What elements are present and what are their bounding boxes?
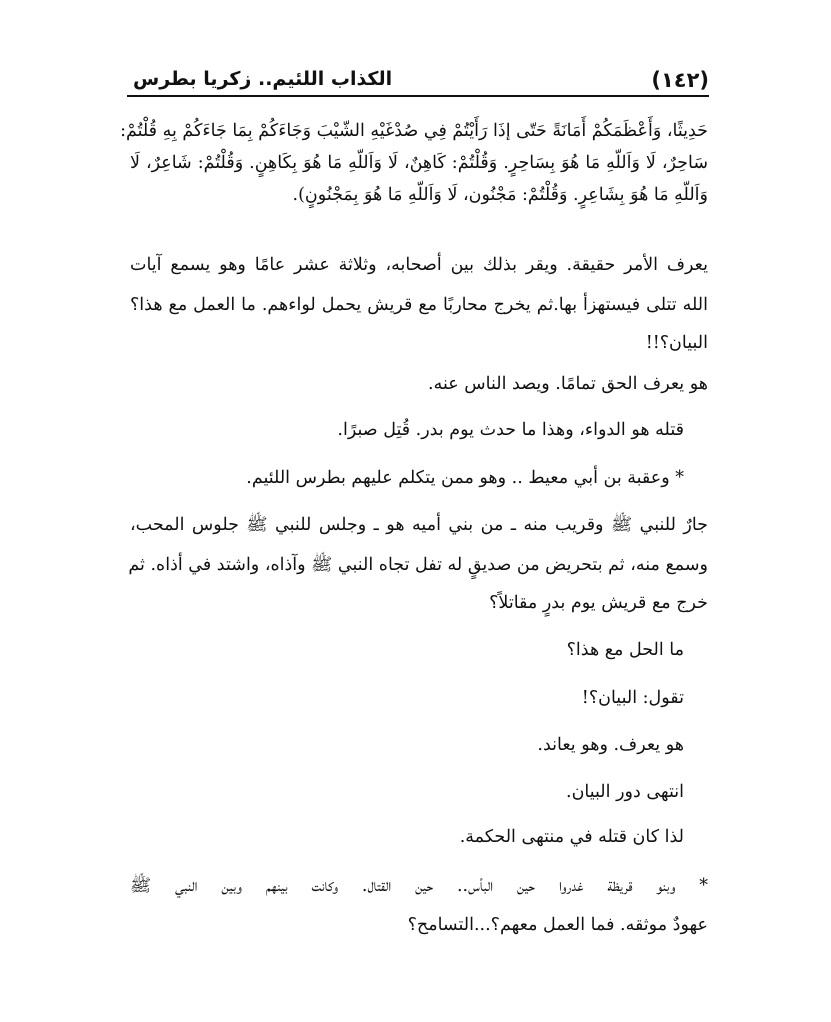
text-line: تقول: البيان؟! [581,688,684,708]
text-line: هو يعرف الحق تمامًا. ويصد الناس عنه. [428,374,708,394]
text-line: حَدِيثًا، وَأَعْظَمَكُمْ أَمَانَةً حَتّى إذَا رَأَيْتُمْ فِي صُدْغَيْهِ الشّيْبَ وَجَاءَكُمْ بِمَا جَاءَكُمْ بِهِ قُلْتُمْ: [120,121,708,141]
text-line: وَاَللّهِ مَا هُوَ بِشَاعِرٍ. وَقُلْتُمْ: مَجْنُون، لَا وَاَللّهِ مَا هُوَ بِمَجْنُونٍ). [292,185,708,205]
text-line: يعرف الأمر حقيقة. ويقر بذلك بين أصحابه، وثلاثة عشر عامًا وهو يسمع آيات [130,255,708,275]
text-line: * وعقبة بن أبي معيط .. وهو ممن يتكلم عليهم بطرس اللئيم. [246,468,684,488]
page-number: (١٤٢) [651,68,709,92]
text-line: ما الحل مع هذا؟ [566,640,684,660]
header-rule [127,95,709,97]
text-line: الله تتلى فيستهزأ بها.ثم يخرج محاربًا مع قريش يحمل لواءهم. ما العمل مع هذا؟ [130,295,708,315]
page-header [127,64,709,96]
text-line: البيان؟!! [645,333,708,353]
text-line: * وبنو قريظة غدروا حين البأس.. حين القتال. وكانت بينهم وبين النبي ﷺ [130,876,708,896]
text-line: قتله هو الدواء، وهذا ما حدث يوم بدر. قُتِل صبرًا. [337,420,684,440]
text-line: لذا كان قتله في منتهى الحكمة. [459,827,684,847]
text-line: عهودٌ موثقه. فما العمل معهم؟...التسامح؟ [407,915,708,935]
text-line: هو يعرف. وهو يعاند. [537,735,684,755]
text-line: خرج مع قريش يوم بدرٍ مقاتلاً؟ [489,593,708,613]
text-line: وسمع منه، ثم بتحريض من صديقٍ له تفل تجاه النبي ﷺ وآذاه، واشتد في أذاه. ثم [128,555,708,575]
text-line: سَاحِرٌ، لَا وَاَللّهِ مَا هُوَ بِسَاحِرٍ. وَقُلْتُمْ: كَاهِنٌ، لَا وَاَللّهِ مَا هُوَ بِكَاهِنٍ. وَقُلْتُمْ: شَاعِرٌ، لَا [130,153,708,173]
running-title: الكذاب اللئيم.. زكريا بطرس [133,68,393,90]
text-line: انتهى دور البيان. [566,782,684,802]
text-line: جارٌ للنبي ﷺ وقريب منه ـ من بني أميه هو ـ وجلس للنبي ﷺ جلوس المحب، [130,515,708,535]
